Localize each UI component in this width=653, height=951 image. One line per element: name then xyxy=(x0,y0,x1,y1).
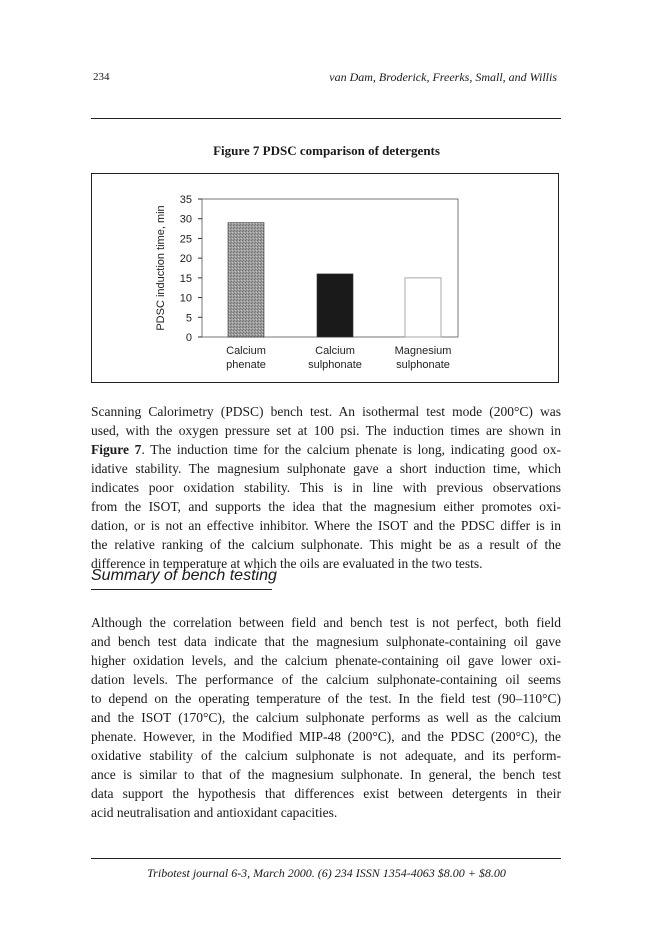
plot-area xyxy=(155,194,458,371)
text-line: and the ISOT (170°C), the calcium sulphonate performs as well as the calcium xyxy=(91,710,561,725)
text-line: to depend on the operating temperature of the test. In the field test (90–110°C) xyxy=(91,691,561,706)
text-line: the relative ranking of the calcium sulphonate. This might be as a result of the xyxy=(91,537,561,552)
figure-reference: Figure 7 xyxy=(91,442,142,457)
text-line: Figure 7. The induction time for the calcium phenate is long, indicating good ox- xyxy=(91,442,561,457)
running-head: van Dam, Broderick, Freerks, Small, and Willis xyxy=(329,70,557,84)
text-line: from the ISOT, and supports the idea that the magnesium either promotes oxi- xyxy=(91,499,561,514)
bar-chart xyxy=(92,174,558,382)
text-line: higher oxidation levels, and the calcium phenate-containing oil gave lower oxi- xyxy=(91,653,561,668)
text-line: Although the correlation between field and bench test is not perfect, both field xyxy=(91,615,561,630)
x-category-label: Calcium xyxy=(315,345,355,357)
footer-rule xyxy=(91,858,561,859)
section-heading: Summary of bench testing xyxy=(91,567,277,584)
text-line: acid neutralisation and antioxidant capacities. xyxy=(91,805,338,820)
header-rule xyxy=(91,118,561,119)
bar xyxy=(317,274,353,337)
y-tick-label: 10 xyxy=(179,292,192,305)
journal-footer: Tribotest journal 6-3, March 2000. (6) 234 ISSN 1354-4063 $8.00 + $8.00 xyxy=(147,866,506,880)
text-line: used, with the oxygen pressure set at 100 psi. The induction times are shown in xyxy=(91,423,561,438)
text-line: oxidative stability of the calcium sulphonate is not adequate, and its perform- xyxy=(91,748,561,763)
x-category-label: Calcium xyxy=(226,345,266,357)
text-line: indicates poor oxidation stability. This is in line with previous observations xyxy=(91,480,561,495)
y-tick-label: 35 xyxy=(179,194,192,206)
y-tick-label: 0 xyxy=(185,332,192,344)
y-axis-title: PDSC induction time, min xyxy=(155,205,167,331)
text-line: ance is similar to that of the magnesium sulphonate. In general, the bench test xyxy=(91,767,561,782)
text-line: and bench test data indicate that the magnesium sulphonate-containing oil gave xyxy=(91,634,561,649)
body-paragraph-1 xyxy=(91,402,561,573)
bar xyxy=(405,278,441,337)
text-line: idative stability. The magnesium sulphonate gave a short induction time, which xyxy=(91,461,561,476)
x-category-label: sulphonate xyxy=(308,359,362,371)
text-line: dation, or is not an effective inhibitor. Where the ISOT and the PDSC differ is in xyxy=(91,518,561,533)
bar xyxy=(228,223,264,337)
text-line: phenate. However, in the Modified MIP-48 (200°C), and the PDSC (200°C), the xyxy=(91,729,561,744)
text-line: dation levels. The performance of the calcium sulphonate-containing oil seems xyxy=(91,672,561,687)
text-line: Scanning Calorimetry (PDSC) bench test. An isothermal test mode (200°C) was xyxy=(91,404,561,419)
text-line: difference in temperature at which the oils are evaluated in the two tests. xyxy=(91,556,483,571)
x-category-label: phenate xyxy=(226,359,266,371)
y-tick-label: 15 xyxy=(179,272,192,285)
x-category-label: sulphonate xyxy=(396,359,450,371)
figure-frame xyxy=(91,173,559,383)
y-tick-label: 5 xyxy=(185,312,192,325)
body-paragraph-2 xyxy=(91,613,561,822)
y-tick-label: 25 xyxy=(179,233,192,246)
y-tick-label: 20 xyxy=(179,253,192,266)
y-tick-label: 30 xyxy=(179,213,192,226)
text-line: data support the hypothesis that differences exist between detergents in their xyxy=(91,786,561,801)
page-number: 234 xyxy=(93,71,110,83)
x-category-label: Magnesium xyxy=(394,345,452,357)
figure-caption: Figure 7 PDSC comparison of detergents xyxy=(213,143,440,158)
heading-underline xyxy=(91,589,272,590)
